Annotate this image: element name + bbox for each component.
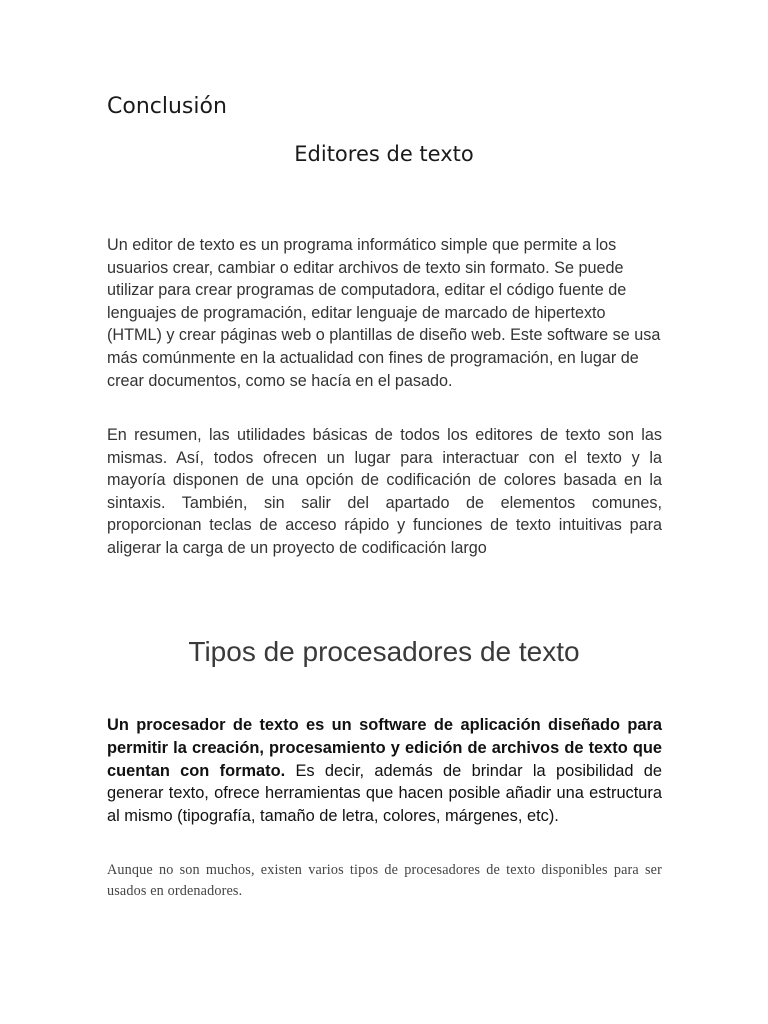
section-title-tipos: Tipos de procesadores de texto [188,636,580,667]
processor-definition-bold: Un procesador de texto es un software de aplicación diseñado para permitir la creación, procesamiento y edición de archivos de texto que cuentan con formato. [107,716,662,780]
section-title-editores: Editores de texto [294,142,474,166]
paragraph-editor-summary: En resumen, las utilidades básicas de todos los editores de texto son las mismas. Así, todos ofrecen un lugar para interactuar con el texto y la mayoría disponen de una opción de codificación de colores basada en la sintaxis. También, sin salir del apartado de elementos comunes, proporcionan teclas de acceso rápido y funciones de texto intuitivas para aligerar la carga de un proyecto de codificación largo [107,426,662,557]
conclusion-heading: Conclusión [107,94,227,119]
processor-definition-rest: Es decir, además de brindar la posibilidad de generar texto, ofrece herramientas que hacen posible añadir una estructura al mismo (tipografía, tamaño de letra, colores, márgenes, etc). [107,761,662,826]
paragraph-processor-definition [107,714,662,828]
paragraph-processor-types: Aunque no son muchos, existen varios tipos de procesadores de texto disponibles para ser usados en ordenadores. [107,862,662,899]
paragraph-editor-definition: Un editor de texto es un programa informático simple que permite a los usuarios crear, cambiar o editar archivos de texto sin formato. Se puede utilizar para crear programas de computadora, editar el código fuente de lenguajes de programación, editar lenguaje de marcado de hipertexto (HTML) y crear páginas web o plantillas de diseño web. Este software se usa más comúnmente en la actualidad con fines de programación, en lugar de crear documentos, como se hacía en el pasado. [107,236,661,390]
